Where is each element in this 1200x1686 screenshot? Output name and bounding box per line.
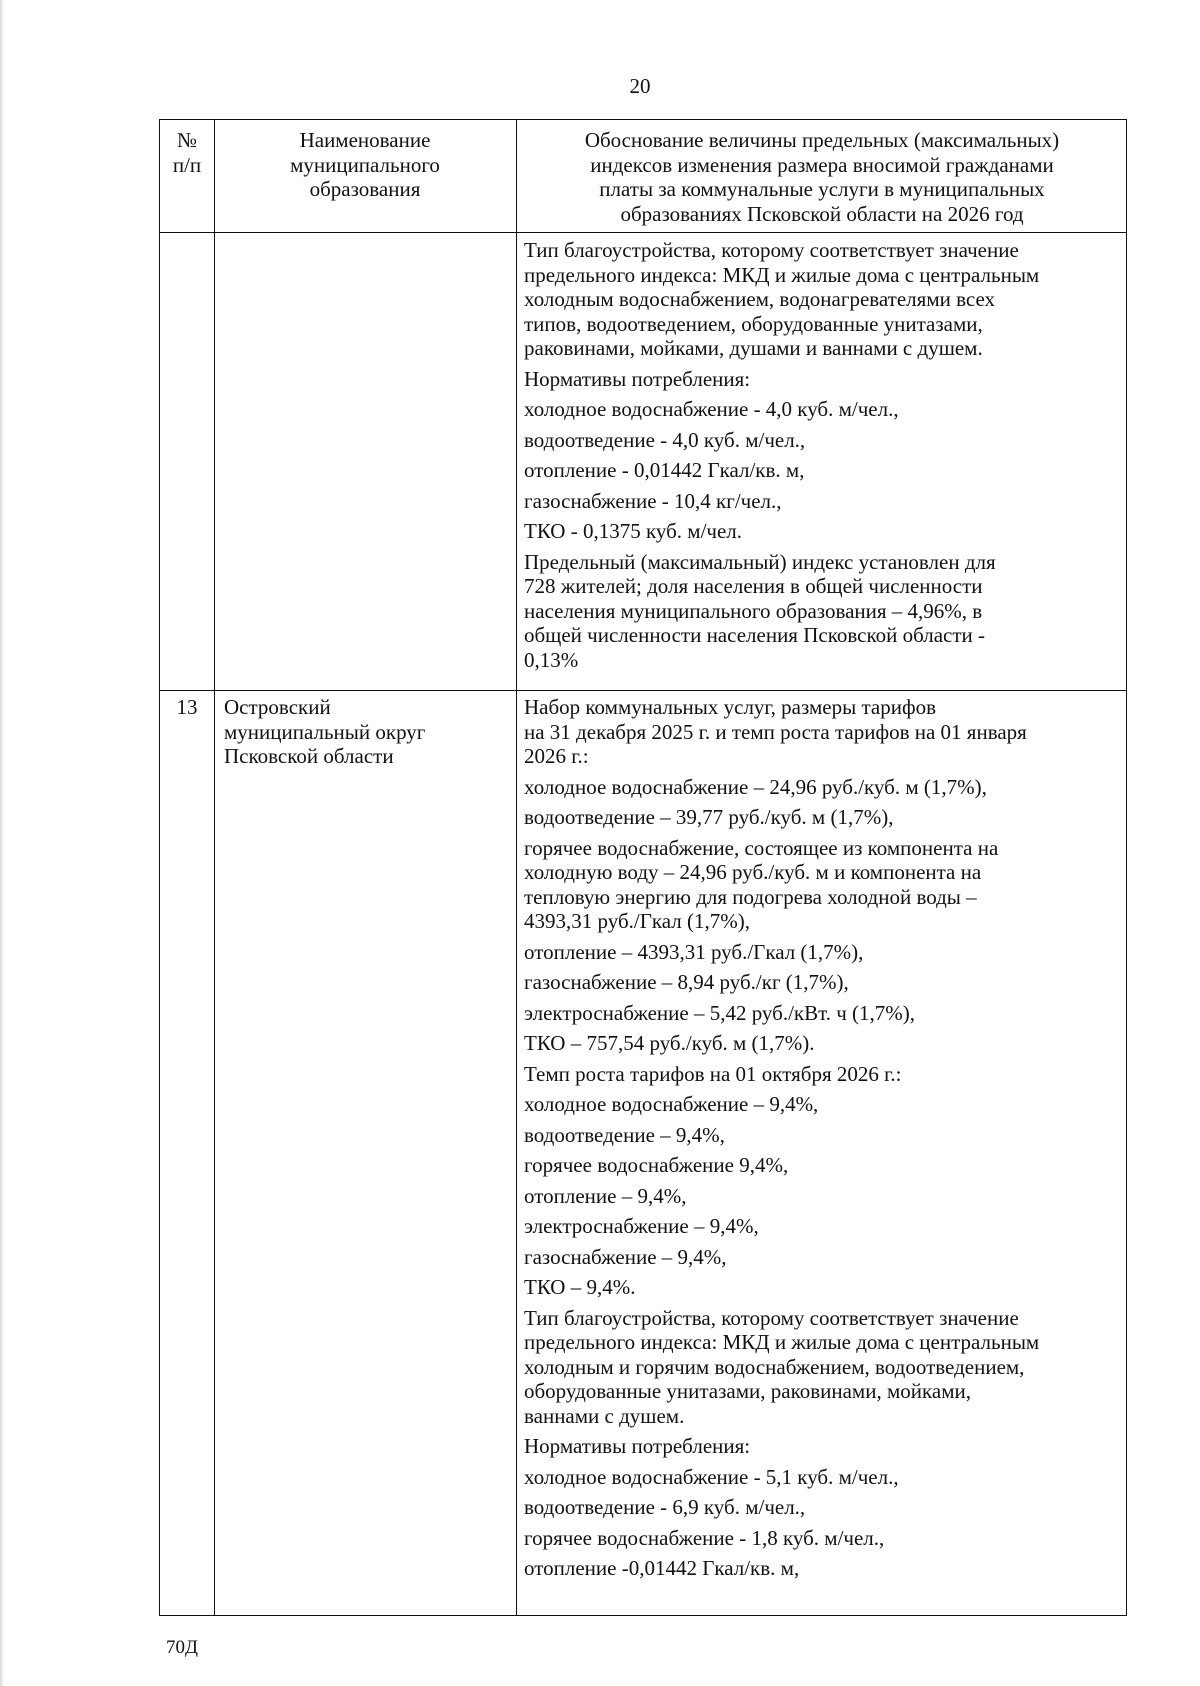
paragraph [524, 458, 1124, 483]
header-line: муниципального [290, 152, 440, 177]
paragraph-line: водоотведение - 4,0 куб. м/чел., [524, 427, 806, 452]
paragraph-line: Тип благоустройства, которому соответствует значение [524, 238, 1019, 262]
header-line: индексов изменения размера вносимой гражданами [590, 152, 1054, 177]
paragraph-line: холодное водоснабжение - 5,1 куб. м/чел., [524, 1464, 899, 1489]
paragraph [524, 1465, 1124, 1490]
paragraph-line: холодное водоснабжение – 9,4%, [524, 1092, 819, 1116]
paragraph-line: 2026 г.: [524, 744, 589, 768]
paragraph-line: газоснабжение - 10,4 кг/чел., [524, 488, 782, 513]
paragraph-line: холодную воду – 24,96 руб./куб. м и компонента на [524, 860, 982, 884]
paragraph [524, 1123, 1124, 1148]
paragraph-line: электроснабжение – 5,42 руб./кВт. ч (1,7%), [524, 1000, 916, 1025]
paragraph [524, 1556, 1124, 1581]
paragraph [524, 1245, 1124, 1270]
paragraph-line: Нормативы потребления: [524, 1434, 751, 1458]
paragraph-line: водоотведение – 39,77 руб./куб. м (1,7%), [524, 805, 894, 829]
paragraph-line: типов, водоотведением, оборудованные унитазами, [524, 311, 983, 336]
paragraph [524, 428, 1124, 453]
paragraph [524, 970, 1124, 995]
paragraph [524, 1031, 1124, 1056]
paragraph-line: тепловую энергию для подогрева холодной воды – [524, 884, 977, 909]
header-line: Обоснование величины предельных (максимальных) [584, 128, 1060, 152]
paragraph [524, 1275, 1124, 1300]
paragraph-line: 4393,31 руб./Гкал (1,7%), [524, 909, 750, 933]
paragraph-line: отопление -0,01442 Гкал/кв. м, [524, 1556, 800, 1580]
paragraph-line: горячее водоснабжение - 1,8 куб. м/чел., [524, 1525, 885, 1550]
paragraph-line: ваннами с душем. [524, 1403, 685, 1428]
paragraph-line: Темп роста тарифов на 01 октября 2026 г.: [524, 1061, 902, 1086]
paragraph-line: ТКО - 0,1375 куб. м/чел. [524, 519, 743, 543]
paragraph-line: холодным и горячим водоснабжением, водоотведением, [524, 1354, 1025, 1379]
tariff-table [159, 119, 1127, 1616]
row-13-justification-cell [524, 695, 1124, 1581]
paragraph [524, 1495, 1124, 1520]
paragraph-line: холодное водоснабжение - 4,0 куб. м/чел., [524, 397, 899, 421]
paragraph-line: газоснабжение – 9,4%, [524, 1244, 727, 1269]
paragraph [524, 1153, 1124, 1178]
paragraph [524, 519, 1124, 544]
paragraph-line: Тип благоустройства, которому соответствует значение [524, 1305, 1019, 1330]
header-line: платы за коммунальные услуги в муниципальных [599, 177, 1045, 201]
paragraph [524, 775, 1124, 800]
row-13-name-cell [224, 695, 514, 769]
header-line: п/п [172, 152, 202, 177]
paragraph-line: населения муниципального образования – 4,96%, в [524, 598, 983, 623]
header-line: Наименование [299, 128, 431, 152]
paragraph-line: отопление – 4393,31 руб./Гкал (1,7%), [524, 939, 864, 964]
paragraph [524, 1434, 1124, 1459]
paragraph-line: горячее водоснабжение, состоящее из компонента на [524, 835, 999, 860]
paragraph-line: на 31 декабря 2025 г. и темп роста тарифов на 01 января [524, 719, 1027, 744]
municipality-name-line: Островский [224, 695, 331, 719]
paragraph [524, 1306, 1124, 1429]
header-line: № [176, 128, 198, 152]
paragraph [524, 836, 1124, 934]
column-divider-2 [516, 120, 517, 1615]
paragraph [524, 489, 1124, 514]
scan-edge [0, 0, 4, 1686]
row-divider [160, 690, 1126, 691]
paragraph-line: водоотведение – 9,4%, [524, 1122, 725, 1147]
paragraph-line: раковинами, мойками, душами и ваннами с душем. [524, 336, 983, 360]
paragraph [524, 1092, 1124, 1117]
paragraph-line: предельного индекса: МКД и жилые дома с центральным [524, 1330, 1040, 1354]
paragraph-line: холодное водоснабжение – 24,96 руб./куб. м (1,7%), [524, 774, 987, 799]
paragraph-line: Нормативы потребления: [524, 366, 751, 391]
paragraph [524, 238, 1124, 361]
paragraph-line: отопление – 9,4%, [524, 1183, 687, 1208]
paragraph-line: электроснабжение – 9,4%, [524, 1214, 759, 1238]
paragraph [524, 1001, 1124, 1026]
paragraph-line: 728 жителей; доля населения в общей численности [524, 574, 983, 598]
page-number: 20 [629, 74, 651, 98]
paragraph [524, 695, 1124, 769]
header-line: образованиях Псковской области на 2026 год [620, 201, 1024, 226]
paragraph-line: Набор коммунальных услуг, размеры тарифов [524, 695, 936, 719]
paragraph [524, 805, 1124, 830]
paragraph-line: водоотведение - 6,9 куб. м/чел., [524, 1495, 806, 1519]
column-divider-1 [214, 120, 215, 1615]
paragraph [524, 1062, 1124, 1087]
paragraph-line: Предельный (максимальный) индекс установлен для [524, 549, 996, 574]
paragraph-line: предельного индекса: МКД и жилые дома с центральным [524, 262, 1040, 287]
paragraph [524, 397, 1124, 422]
row-13-number: 13 [176, 695, 198, 719]
paragraph [524, 1214, 1124, 1239]
paragraph-line: отопление - 0,01442 Гкал/кв. м, [524, 458, 805, 482]
footer-code: 70Д [166, 1637, 198, 1658]
paragraph-line: общей численности населения Псковской области - [524, 623, 986, 647]
paragraph-line: горячее водоснабжение 9,4%, [524, 1153, 789, 1177]
paragraph [524, 940, 1124, 965]
paragraph-line: ТКО – 9,4%. [524, 1275, 636, 1299]
paragraph [524, 1184, 1124, 1209]
continued-justification-cell [524, 238, 1124, 672]
header-line: образования [309, 177, 421, 201]
header-name-cell [216, 128, 514, 202]
paragraph-line: холодным водоснабжением, водонагревателями всех [524, 287, 996, 311]
paragraph [524, 1526, 1124, 1551]
header-justification-cell [518, 128, 1126, 226]
header-divider [160, 232, 1126, 233]
paragraph-line: оборудованные унитазами, раковинами, мойками, [524, 1379, 971, 1403]
paragraph-line: газоснабжение – 8,94 руб./кг (1,7%), [524, 970, 849, 994]
municipality-name-line: муниципальный округ [224, 719, 426, 744]
header-number-cell [160, 128, 214, 177]
paragraph-line: ТКО – 757,54 руб./куб. м (1,7%). [524, 1031, 815, 1055]
paragraph [524, 550, 1124, 673]
paragraph-line: 0,13% [524, 647, 579, 672]
municipality-name-line: Псковской области [224, 744, 394, 768]
paragraph [524, 367, 1124, 392]
